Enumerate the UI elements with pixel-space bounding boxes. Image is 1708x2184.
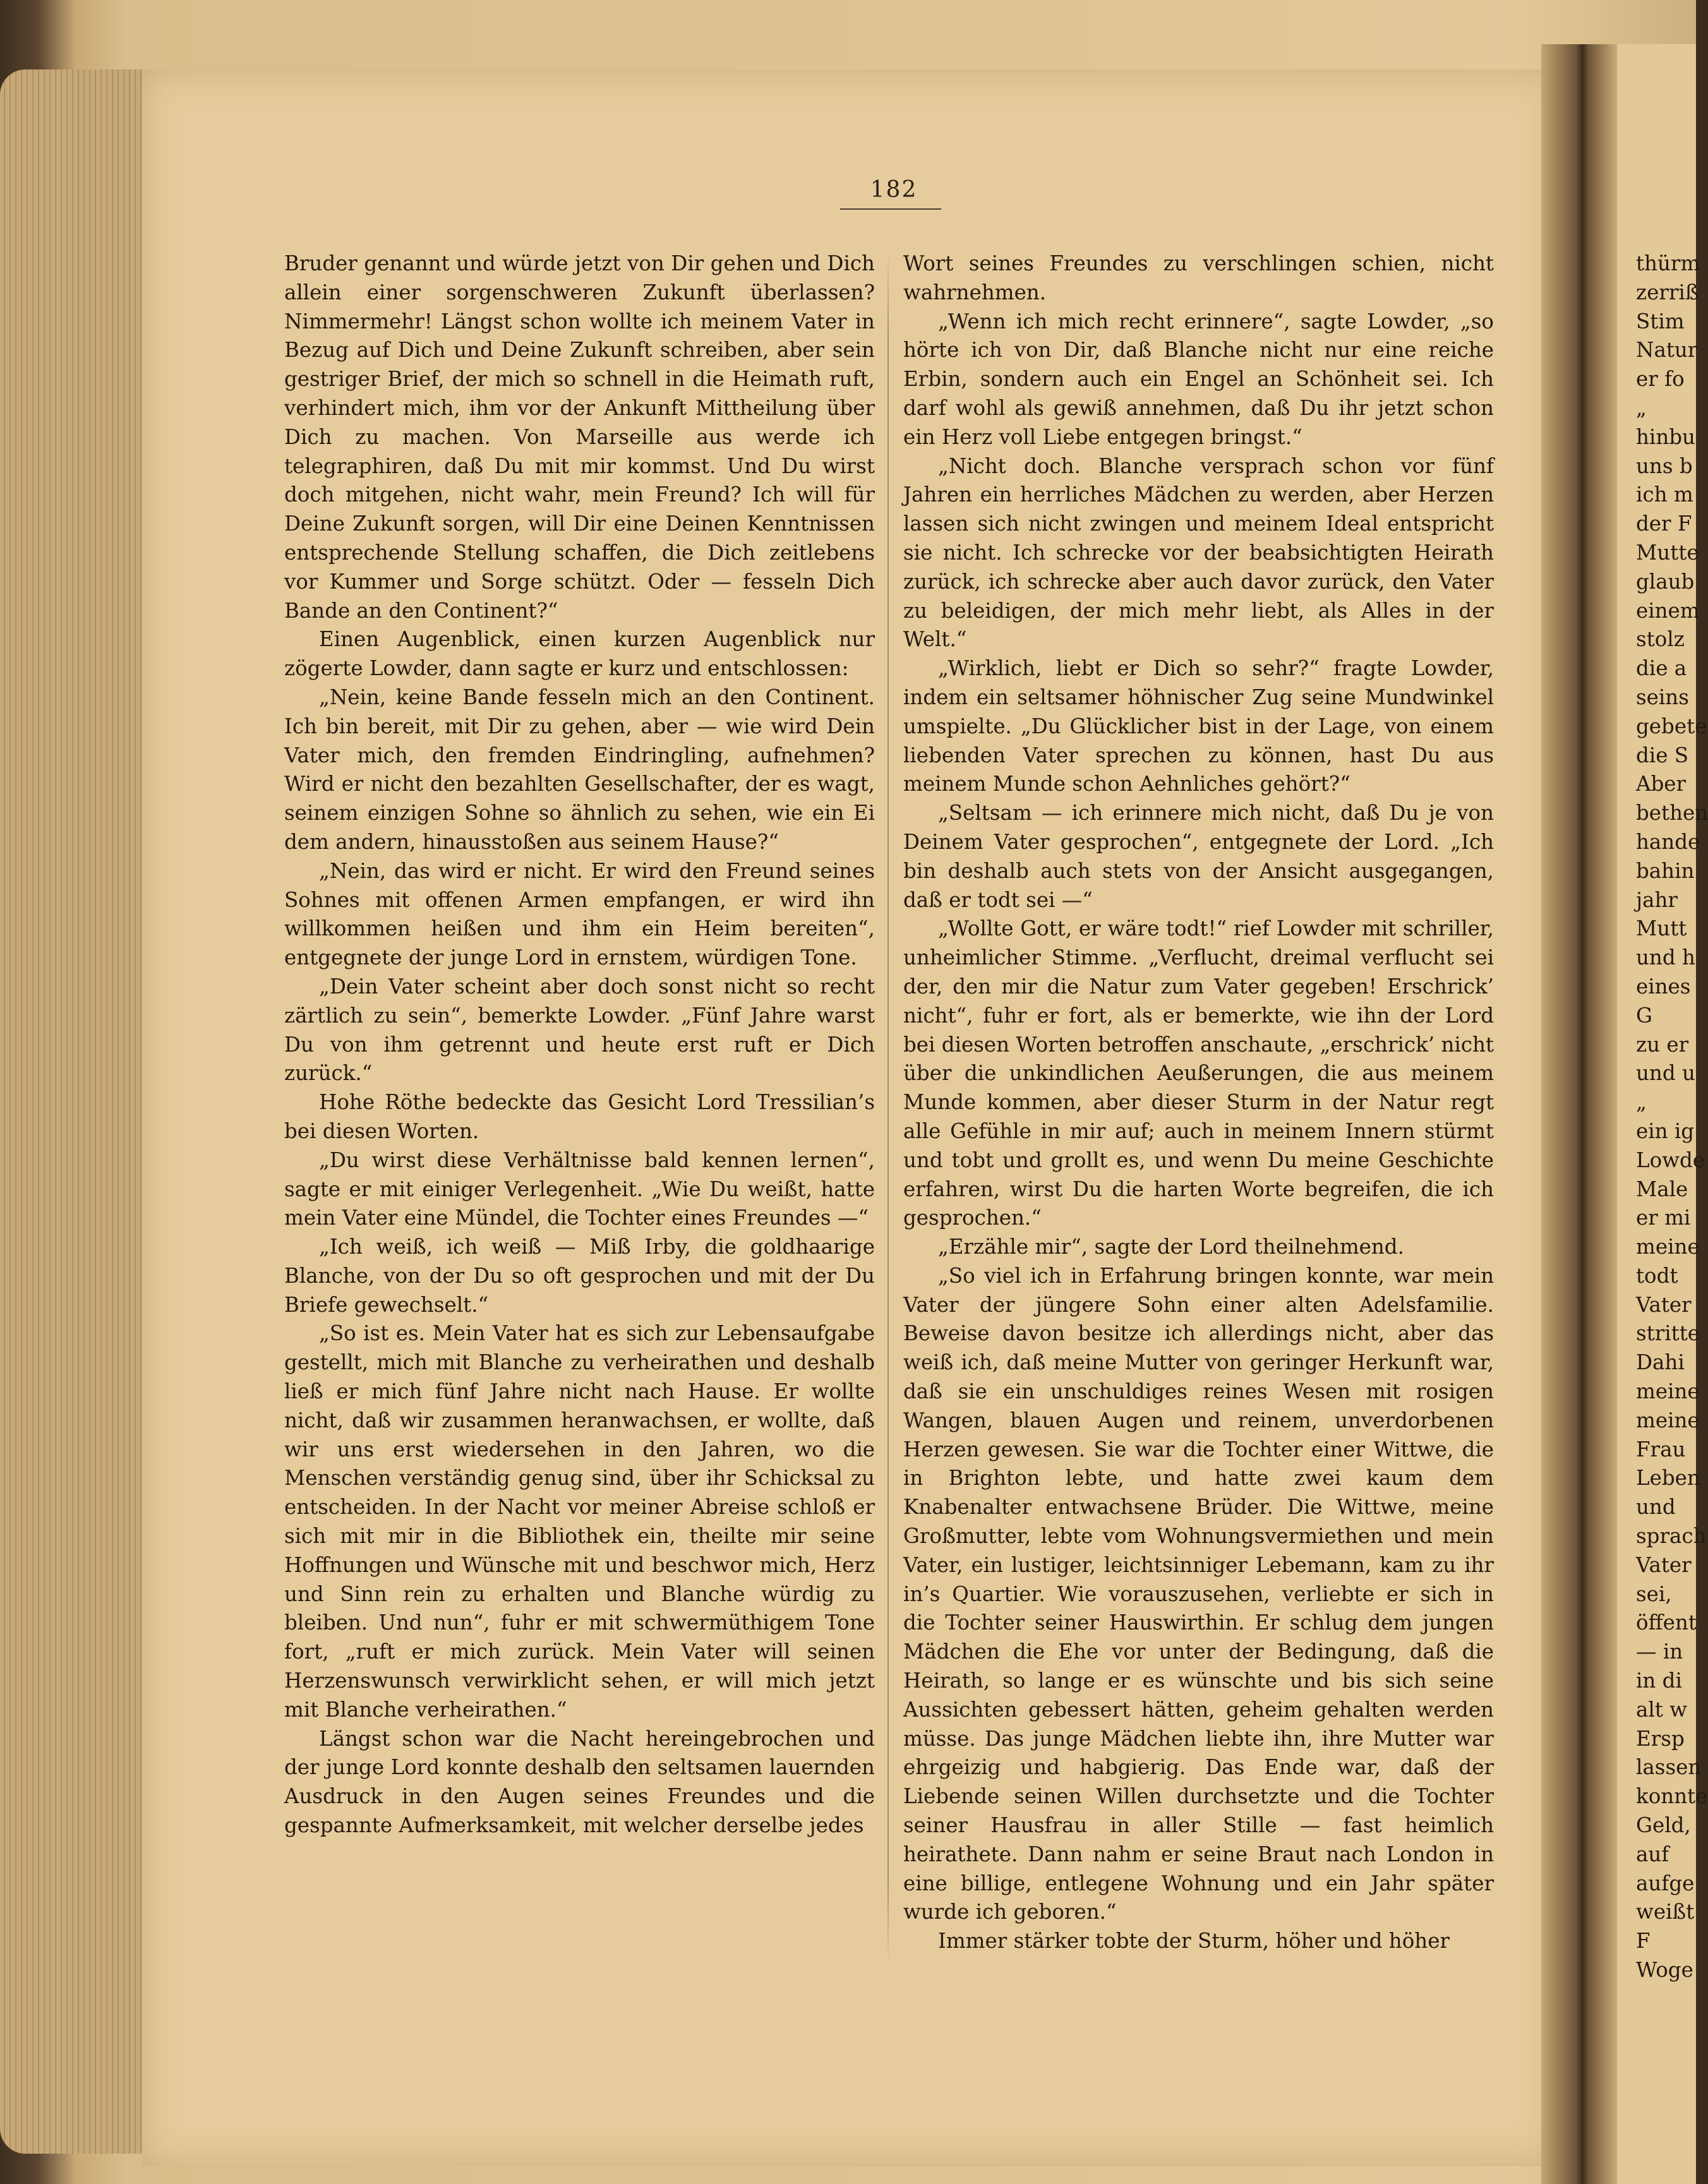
paragraph: „Du wirst diese Verhältnisse bald kennen lernen“, sagte er mit einiger Verlegenheit. „Wie Du weißt, hatte mein Vater eine Mündel, die Tochter eines Freundes —“ — [284, 1148, 875, 1230]
paragraph: „Wirklich, liebt er Dich so sehr?“ fragte Lowder, indem ein seltsamer höhnischer Zug seine Mundwinkel umspielte. „Du Glücklicher bist in der Lage, von einem liebenden Vater sprechen zu können, hast Du aus meinem Munde schon Aehnliches gehört?“ — [903, 656, 1494, 796]
fragment-line: Stim — [1636, 309, 1685, 333]
fragment-line: der F — [1636, 512, 1692, 536]
fragment-line: stolz — [1636, 627, 1685, 652]
fragment-line: jahr — [1636, 887, 1678, 912]
fragment-line: eines — [1636, 974, 1691, 999]
fragment-line: zerriß — [1636, 280, 1699, 304]
fragment-line: Aber — [1636, 772, 1687, 796]
fragment-line: Leben — [1636, 1466, 1700, 1491]
paragraph: „Nicht doch. Blanche versprach schon vor fünf Jahren ein herrliches Mädchen zu werden, aber Herzen lassen sich nicht zwingen und meinem Ideal entspricht sie nicht. Ich schrecke vor der beabsichtigten Heirath zurück, ich schrecke aber auch davor zurück, den Vater zu beleidigen, der mich mehr liebt, als Alles in der Welt.“ — [903, 453, 1494, 652]
fragment-line: glaub — [1636, 569, 1695, 594]
fragment-line: Vater — [1636, 1292, 1692, 1317]
fragment-line: und h — [1636, 945, 1695, 970]
text-column-left — [284, 249, 875, 1840]
paragraph: „Dein Vater scheint aber doch sonst nicht so recht zärtlich zu sein“, bemerkte Lowder. „Fünf Jahre warst Du von ihm getrennt und heute erst ruft er Dich zurück.“ — [284, 974, 875, 1086]
fragment-line: meine — [1636, 1408, 1700, 1432]
fragment-line: „ — [1636, 1090, 1647, 1115]
paragraph: „So ist es. Mein Vater hat es sich zur Lebensaufgabe gestellt, mich mit Blanche zu verheirathen und deshalb ließ er mich fünf Jahre nicht nach Hause. Er wollte nicht, daß wir zusammen heranwachsen, er wollte, daß wir uns erst wiedersehen in den Jahren, wo die Menschen verständig genug sind, über ihr Schicksal zu entscheiden. In der Nacht vor meiner Abreise schloß er sich mit mir in die Bibliothek ein, theilte mir seine Hoffnungen und Wünsche mit und beschwor mich, Herz und Sinn rein zu erhalten und Blanche würdig zu bleiben. Und nun“, fuhr er mit schwermüthigem Tone fort, „ruft er mich zurück. Mein Vater will seinen Herzenswunsch verwirklicht sehen, er will mich jetzt mit Blanche verheirathen.“ — [284, 1321, 875, 1722]
fragment-line: seins — [1636, 685, 1689, 709]
fragment-line: auf — [1636, 1842, 1669, 1866]
page-number: 182 — [870, 177, 918, 203]
paragraph: Wort seines Freundes zu verschlingen schien, nicht wahrnehmen. — [903, 251, 1494, 304]
paragraph: Immer stärker tobte der Sturm, höher und höher — [938, 1929, 1450, 1953]
paragraph: „So viel ich in Erfahrung bringen konnte, war mein Vater der jüngere Sohn einer alten Adelsfamilie. Beweise davon besitze ich allerdings nicht, aber das weiß ich, daß meine Mutter von geringer Herkunft war, daß sie ein unschuldiges reines Wesen mit rosigen Wangen, blauen Augen und reinem, unverdorbenen Herzen gewesen. Sie war die Tochter einer Wittwe, die in Brighton lebte, und hatte zwei kaum dem Knabenalter entwachsene Brüder. Die Wittwe, meine Großmutter, lebte vom Wohnungsvermiethen und mein Vater, ein lustiger, leichtsinniger Lebemann, kam zu ihr in’s Quartier. Wie vorauszusehen, verliebte er sich in die Tochter seiner Hauswirthin. Er schlug dem jungen Mädchen die Ehe vor unter der Bedingung, daß die Heirath, so lange er es wünschte und bis sich seine Aussichten gebessert hätten, geheim gehalten werden müsse. Das junge Mädchen liebte ihn, ihre Mutter war ehrgeizig und habgierig. Das Ende war, daß der Liebende seinen Willen durchsetzte und die Tochter seiner Hausfrau in aller Stille — fast heimlich heirathete. Dann nahm er seine Braut nach London in eine billige, entlegene Wohnung und ein Jahr später wurde ich geboren.“ — [903, 1263, 1494, 1924]
fragment-line: zu er — [1636, 1032, 1689, 1057]
fragment-line: stritte — [1636, 1321, 1700, 1346]
fragment-line: Natur — [1636, 338, 1698, 363]
fragment-line: G — [1636, 1003, 1652, 1028]
fragment-line: bethen — [1636, 801, 1708, 825]
paragraph: Bruder genannt und würde jetzt von Dir gehen und Dich allein einer sorgenschweren Zukunft überlassen? Nimmermehr! Längst schon wollte ich meinem Vater in Bezug auf Dich und Deine Zukunft schreiben, aber sein gestriger Brief, der mich so schnell in die Heimath ruft, verhindert mich, ihm vor der Ankunft Mittheilung über Dich zu machen. Von Marseille aus werde ich telegraphiren, daß Du mit mir kommst. Und Du wirst doch mitgehen, nicht wahr, mein Freund? Ich will für Deine Zukunft sorgen, will Dir eine Deinen Kenntnissen entsprechende Stellung schaffen, die Dich zeitlebens vor Kummer und Sorge schützt. Oder — fesseln Dich Bande an den Continent?“ — [284, 251, 875, 623]
fragment-line: Lowde — [1636, 1148, 1705, 1172]
fragment-line: Dahi — [1636, 1350, 1685, 1375]
fragment-line: hande — [1636, 829, 1700, 854]
fragment-line: thürm — [1636, 251, 1700, 275]
paragraph: Hohe Röthe bedeckte das Gesicht Lord Tressilian’s bei diesen Worten. — [284, 1090, 875, 1143]
fragment-line: meine — [1636, 1379, 1700, 1404]
fragment-line: Frau — [1636, 1437, 1686, 1461]
fragment-line: in di — [1636, 1669, 1682, 1693]
fragment-line: alt w — [1636, 1697, 1687, 1722]
fragment-line: aufge — [1636, 1871, 1695, 1895]
header-rule — [840, 208, 941, 210]
book-gutter — [1541, 44, 1617, 2184]
paragraph: „Nein, das wird er nicht. Er wird den Freund seines Sohnes mit offenen Armen empfangen, er wird ihn willkommen heißen und ihm ein Heim bereiten“, entgegnete der junge Lord in ernstem, würdigen Tone. — [284, 858, 875, 970]
paragraph: „Ich weiß, ich weiß — Miß Irby, die goldhaarige Blanche, von der Du so oft gesprochen und mit der Du Briefe gewechselt.“ — [284, 1235, 875, 1317]
fragment-line: Vater — [1636, 1552, 1692, 1577]
fragment-line: weißt — [1636, 1900, 1695, 1924]
paragraph: „Seltsam — ich erinnere mich nicht, daß Du je von Deinem Vater gesprochen“, entgegnete der Lord. „Ich bin deshalb auch stets von der Ansicht ausgegangen, daß er todt sei —“ — [903, 801, 1494, 912]
fragment-line: sprach — [1636, 1524, 1707, 1549]
fragment-line: konnte — [1636, 1784, 1708, 1809]
fragment-line: Geld, — [1636, 1813, 1691, 1838]
fragment-line: er mi — [1636, 1206, 1691, 1230]
paragraph: „Wenn ich mich recht erinnere“, sagte Lowder, „so hörte ich von Dir, daß Blanche nicht nur eine reiche Erbin, sondern auch ein Engel an Schönheit sei. Ich darf wohl als gewiß annehmen, daß Du ihr jetzt schon ein Herz voll Liebe entgegen bringst.“ — [903, 309, 1494, 449]
paragraph: Einen Augenblick, einen kurzen Augenblick nur zögerte Lowder, dann sagte er kurz und entschlossen: — [284, 627, 875, 681]
fragment-line: bahin — [1636, 858, 1695, 883]
fragment-line: die a — [1636, 656, 1687, 681]
fragment-line: lassen — [1636, 1755, 1702, 1780]
fragment-line: F — [1636, 1929, 1651, 1953]
paragraph: „Erzähle mir“, sagte der Lord theilnehmend. — [938, 1235, 1404, 1259]
fragment-line: die S — [1636, 743, 1689, 767]
fragment-line: und — [1636, 1495, 1676, 1520]
paragraph: „Wollte Gott, er wäre todt!“ rief Lowder mit schriller, unheimlicher Stimme. „Verflucht, dreimal verflucht sei der, den mir die Natur zum Vater gegeben! Erschrick’ nicht“, fuhr er fort, als er bemerkte, wie ihn der Lord bei diesen Worten betroffen anschaute, „erschrick’ nicht über die unkindlichen Aeußerungen, die aus meinem Munde kommen, aber dieser Sturm in der Natur regt alle Gefühle in mir auf; auch in meinem Innern stürmt und tobt und grollt es, und wenn Du meine Geschichte erfahren, wirst Du die harten Worte begreifen, die ich gesprochen.“ — [903, 916, 1494, 1230]
fragment-line: — in — [1636, 1640, 1683, 1664]
fragment-line: ich m — [1636, 483, 1693, 507]
fragment-line: meine — [1636, 1235, 1700, 1259]
fragment-line: Mutte — [1636, 540, 1699, 565]
fragment-line: er fo — [1636, 367, 1685, 392]
fragment-line: sei, — [1636, 1581, 1672, 1606]
fragment-line: todt — [1636, 1263, 1678, 1288]
paragraph: Längst schon war die Nacht hereingebrochen und der junge Lord konnte deshalb den seltsamen lauernden Ausdruck in den Augen seines Freundes und die gespannte Aufmerksamkeit, mit welcher derselbe jedes — [284, 1726, 875, 1838]
text-column-right — [903, 249, 1494, 1956]
page-edges — [0, 69, 145, 2154]
fragment-line: Ersp — [1636, 1726, 1685, 1751]
fragment-line: gebete — [1636, 714, 1707, 738]
fragment-line: Male — [1636, 1177, 1688, 1201]
next-page-fragments — [1636, 249, 1708, 1985]
fragment-line: hinbu — [1636, 424, 1695, 449]
fragment-line: einem — [1636, 598, 1700, 623]
fragment-line: Woge — [1636, 1958, 1693, 1983]
fragment-line: ein ig — [1636, 1119, 1695, 1143]
paragraph: „Nein, keine Bande fesseln mich an den Continent. Ich bin bereit, mit Dir zu gehen, aber — wie wird Dein Vater mich, den fremden Eindringling, aufnehmen? Wird er nicht den bezahlten Gesellschafter, der es wagt, seinem einzigen Sohne so ähnlich zu sehen, wie ein Ei dem andern, hinausstoßen aus seinem Hause?“ — [284, 685, 875, 854]
column-divider — [887, 253, 889, 1964]
fragment-line: öffent — [1636, 1611, 1697, 1635]
fragment-line: uns b — [1636, 453, 1693, 478]
fragment-line: „ — [1636, 395, 1647, 420]
fragment-line: und u — [1636, 1061, 1695, 1086]
right-page-edge — [1617, 44, 1708, 2184]
fragment-line: Mutt — [1636, 916, 1687, 941]
